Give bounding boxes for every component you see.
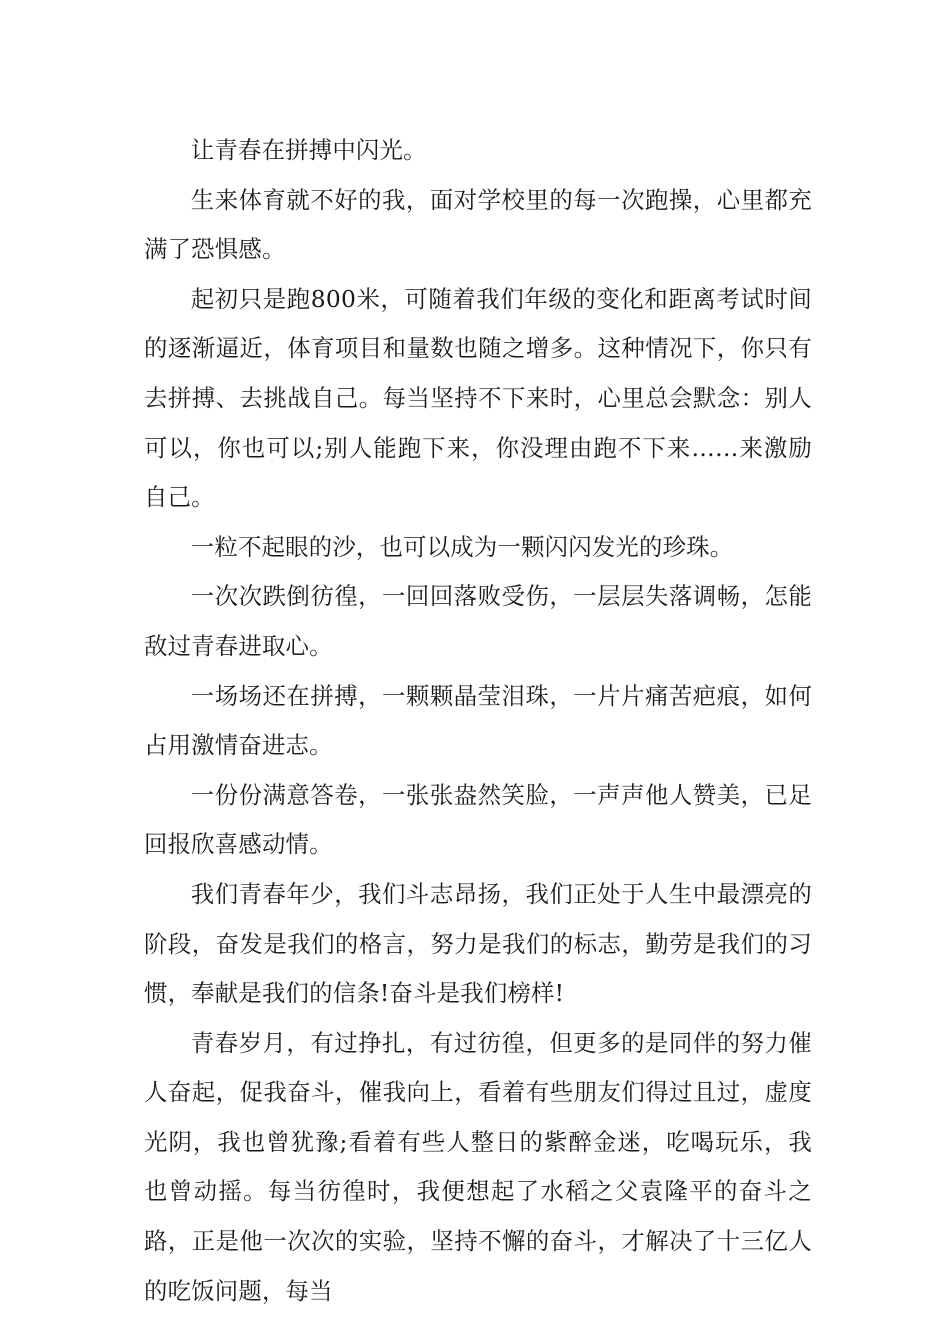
paragraph-8: 我们青春年少，我们斗志昂扬，我们正处于人生中最漂亮的阶段，奋发是我们的格言，努力是我们的标志，勤劳是我们的习惯，奉献是我们的信条!奋斗是我们榜样! [144, 879, 812, 1008]
paragraph-9: 青春岁月，有过挣扎，有过彷徨，但更多的是同伴的努力催人奋起，促我奋斗，催我向上，看着有些朋友们得过且过，虚度光阴，我也曾犹豫;看着有些人整日的紫醉金迷，吃喝玩乐，我也曾动摇。每当彷徨时，我便想起了水稻之父袁隆平的奋斗之路，正是他一次次的实验，坚持不懈的奋斗，才解决了十三亿人的吃饭问题，每当 [144, 1028, 812, 1305]
paragraph-7: 一份份满意答卷，一张张盎然笑脸，一声声他人赞美，已足回报欣喜感动情。 [144, 780, 812, 859]
paragraph-2: 生来体育就不好的我，面对学校里的每一次跑操，心里都充满了恐惧感。 [144, 185, 812, 264]
paragraph-5: 一次次跌倒彷徨，一回回落败受伤，一层层失落调畅，怎能敌过青春进取心。 [144, 582, 812, 660]
paragraph-6: 一场场还在拼搏，一颗颗晶莹泪珠，一片片痛苦疤痕，如何占用激情奋进志。 [144, 681, 812, 760]
paragraph-4: 一粒不起眼的沙，也可以成为一颗闪闪发光的珍珠。 [190, 532, 734, 561]
document-body [144, 126, 812, 1316]
paragraph-1: 让青春在拼搏中闪光。 [190, 136, 427, 164]
paragraph-3: 起初只是跑800米，可随着我们年级的变化和距离考试时间的逐渐逼近，体育项目和量数也随之增多。这种情况下，你只有去拼搏、去挑战自己。每当坚持不下来时，心里总会默念：别人可以，你也可以;别人能跑下来，你没理由跑不下来……来激励自己。 [144, 284, 812, 512]
